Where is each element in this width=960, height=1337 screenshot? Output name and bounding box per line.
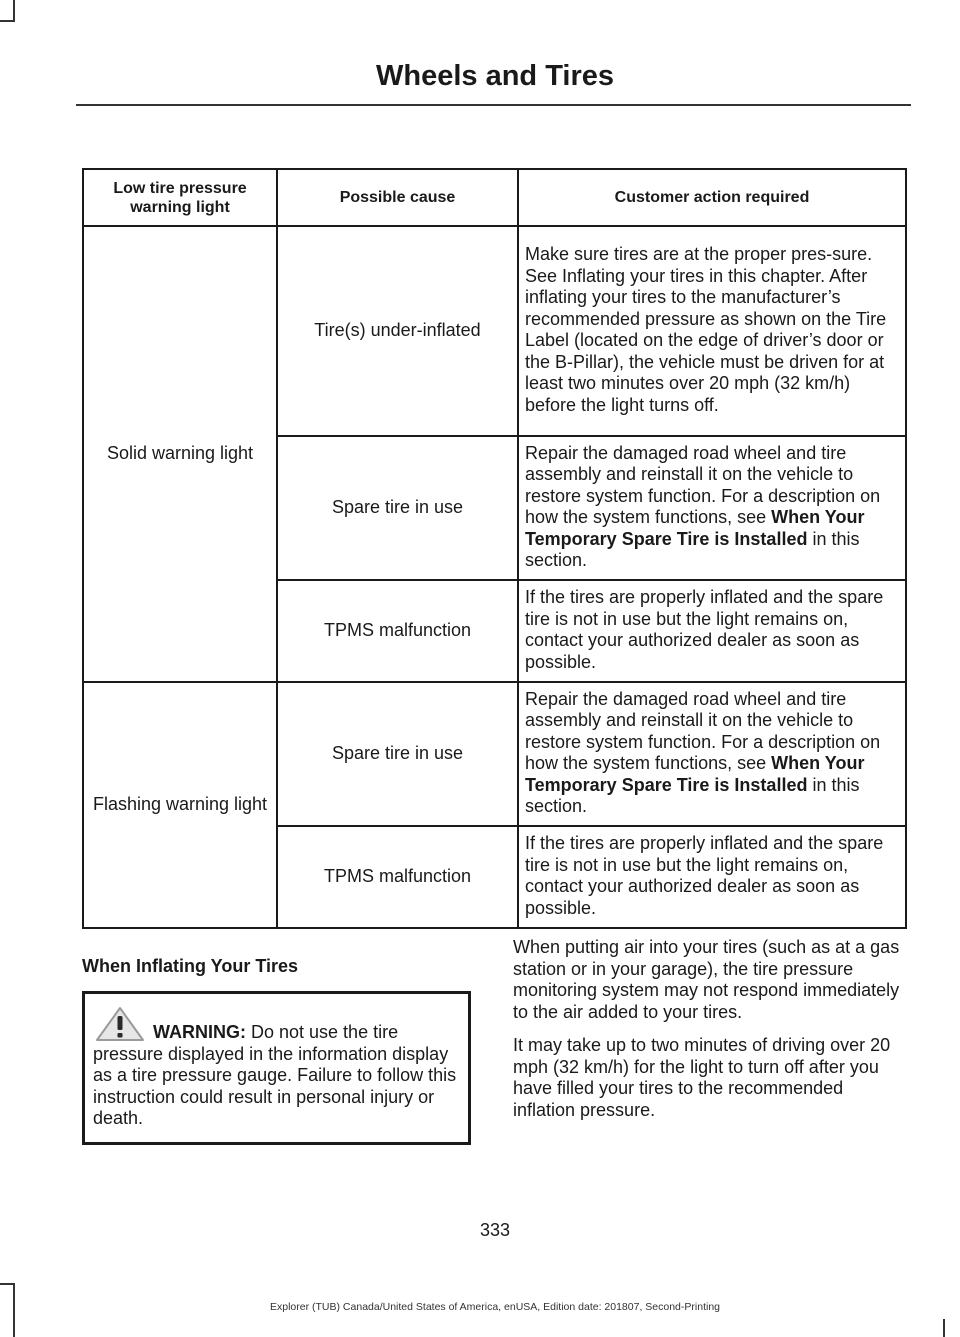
cause-cell: Spare tire in use	[277, 436, 518, 580]
cause-cell: Spare tire in use	[277, 682, 518, 826]
action-cell	[518, 436, 906, 580]
warning-label: WARNING:	[153, 1022, 246, 1042]
tpms-table	[82, 168, 907, 929]
warning-light-cell: Solid warning light	[83, 226, 277, 682]
action-text: Repair the damaged road wheel and tire assembly and reinstall it on the vehicle to restore system function. For a description on how the system functions, see	[525, 442, 881, 527]
body-text-column	[513, 937, 908, 1133]
action-text: If the tires are properly inflated and the spare tire is not in use but the light remains on, contact your authorized dealer as soon as possible.	[525, 587, 884, 672]
warning-box	[82, 991, 471, 1145]
column-header-action: Customer action required	[518, 169, 906, 226]
action-cell	[518, 580, 906, 682]
crop-mark	[0, 1283, 15, 1285]
action-text: If the tires are properly inflated and the spare tire is not in use but the light remains on, contact your authorized dealer as soon as possible.	[525, 833, 884, 918]
action-text: in this section.	[525, 774, 860, 816]
crop-mark	[0, 20, 15, 22]
warning-light-cell: Flashing warning light	[83, 682, 277, 928]
body-paragraph: It may take up to two minutes of driving over 20 mph (32 km/h) for the light to turn off after you have filled your tires to the recommended inflation pressure.	[513, 1035, 891, 1120]
table-header-row	[83, 169, 906, 226]
section-heading: When Inflating Your Tires	[82, 956, 299, 976]
title-divider	[76, 104, 911, 106]
action-cell	[518, 826, 906, 928]
warning-message	[93, 1022, 463, 1130]
cause-cell: TPMS malfunction	[277, 826, 518, 928]
table-row	[83, 682, 906, 826]
page-title: Wheels and Tires	[376, 60, 614, 92]
action-cell	[518, 226, 906, 436]
action-cell	[518, 682, 906, 826]
cause-cell: Tire(s) under-inflated	[277, 226, 518, 436]
warning-body: Do not use the tire pressure displayed in the information display as a tire pressure gauge. Failure to follow this instruction could result in personal injury or death.	[93, 1022, 457, 1128]
edition-footer: Explorer (TUB) Canada/United States of America, enUSA, Edition date: 201807, Second-Printing	[270, 1301, 720, 1313]
action-text: Make sure tires are at the proper pres-sure. See Inflating your tires in this chapter. After inflating your tires to the manufacturer’s recommended pressure as shown on the Tire Label (located on the edge of driver’s door or the B-Pillar), the vehicle must be driven for at least two minutes over 20 mph (32 km/h) before the light turns off.	[525, 244, 887, 415]
cause-cell: TPMS malfunction	[277, 580, 518, 682]
action-text: in this section.	[525, 528, 860, 570]
action-reference: When Your Temporary Spare Tire is Installed	[525, 507, 865, 549]
column-header-cause: Possible cause	[277, 169, 518, 226]
page-number: 333	[479, 1220, 511, 1240]
crop-mark	[943, 1319, 945, 1337]
action-text: Repair the damaged road wheel and tire assembly and reinstall it on the vehicle to restore system function. For a description on how the system functions, see	[525, 688, 881, 773]
column-header-light: Low tire pressure warning light	[83, 169, 277, 226]
action-reference: When Your Temporary Spare Tire is Installed	[525, 753, 865, 795]
body-paragraph: When putting air into your tires (such as at a gas station or in your garage), the tire pressure monitoring system may not respond immediately to the air added to your tires.	[513, 937, 900, 1022]
table-row	[83, 226, 906, 436]
crop-mark	[13, 0, 15, 20]
